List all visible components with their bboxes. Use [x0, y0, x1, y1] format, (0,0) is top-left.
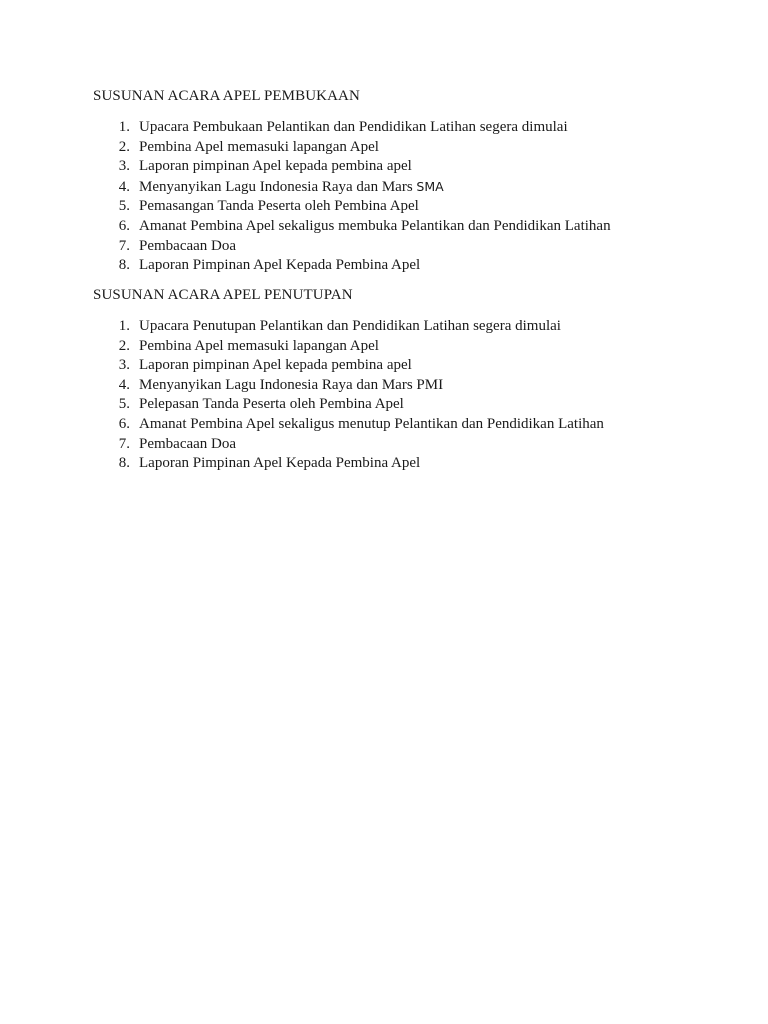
item-text: Pembacaan Doa	[139, 435, 237, 452]
list-item	[93, 356, 713, 376]
item-text: Upacara Pembukaan Pelantikan dan Pendidikan Latihan segera dimulai	[139, 119, 568, 135]
list-item	[93, 157, 713, 177]
section-heading: SUSUNAN ACARA APEL PENUTUPAN	[93, 287, 353, 303]
item-number: 5.	[118, 198, 130, 215]
section-penutupan	[93, 286, 713, 474]
item-text: Pembina Apel memasuki lapangan Apel	[139, 337, 379, 354]
item-number: 2.	[118, 138, 130, 155]
item-text: Menyanyikan Lagu Indonesia Raya dan Mars PMI	[139, 376, 444, 393]
item-text: Laporan pimpinan Apel kepada pembina apel	[139, 357, 412, 374]
item-number: 3.	[118, 158, 130, 175]
item-text: Amanat Pembina Apel sekaligus menutup Pelantikan dan Pendidikan Latihan	[139, 415, 604, 432]
list-item	[93, 138, 713, 158]
list-item	[93, 256, 713, 276]
list-item	[93, 217, 713, 237]
section-heading: SUSUNAN ACARA APEL PEMBUKAAN	[93, 88, 360, 104]
list-item	[93, 118, 713, 138]
item-number: 3.	[118, 357, 130, 374]
list-item	[93, 376, 713, 396]
list-item	[93, 197, 713, 217]
item-text-suffix: SMA	[416, 178, 444, 194]
item-number: 7.	[118, 237, 130, 254]
item-number: 1.	[118, 119, 130, 135]
item-text-main: Menyanyikan Lagu Indonesia Raya dan Mars	[139, 178, 417, 195]
item-text: Laporan pimpinan Apel kepada pembina apel	[139, 158, 412, 175]
item-text: Laporan Pimpinan Apel Kepada Pembina Apel	[139, 455, 421, 472]
item-number: 7.	[118, 435, 130, 452]
item-text: Amanat Pembina Apel sekaligus membuka Pelantikan dan Pendidikan Latihan	[139, 217, 611, 234]
list-item	[93, 415, 713, 435]
list-item	[93, 317, 713, 337]
item-number: 1.	[118, 318, 130, 334]
item-number: 4.	[118, 376, 130, 393]
list-item	[93, 395, 713, 415]
list-item	[93, 177, 713, 198]
item-text: Upacara Penutupan Pelantikan dan Pendidikan Latihan segera dimulai	[139, 318, 561, 334]
item-text: Pembina Apel memasuki lapangan Apel	[139, 138, 379, 155]
list-item	[93, 237, 713, 257]
item-text	[139, 177, 444, 198]
agenda-list	[93, 118, 713, 276]
item-number: 6.	[118, 217, 130, 234]
item-text: Pelepasan Tanda Peserta oleh Pembina Apel	[139, 396, 404, 413]
agenda-list	[93, 317, 713, 474]
item-number: 6.	[118, 415, 130, 432]
section-pembukaan	[93, 87, 713, 276]
list-item	[93, 454, 713, 474]
item-number: 2.	[118, 337, 130, 354]
list-item	[93, 337, 713, 357]
list-item	[93, 435, 713, 455]
item-number: 4.	[118, 178, 130, 195]
item-text: Pembacaan Doa	[139, 237, 237, 254]
item-text: Pemasangan Tanda Peserta oleh Pembina Apel	[139, 198, 419, 215]
item-number: 5.	[118, 396, 130, 413]
item-number: 8.	[118, 455, 130, 472]
item-text: Laporan Pimpinan Apel Kepada Pembina Apel	[139, 257, 421, 274]
item-number: 8.	[118, 257, 130, 274]
